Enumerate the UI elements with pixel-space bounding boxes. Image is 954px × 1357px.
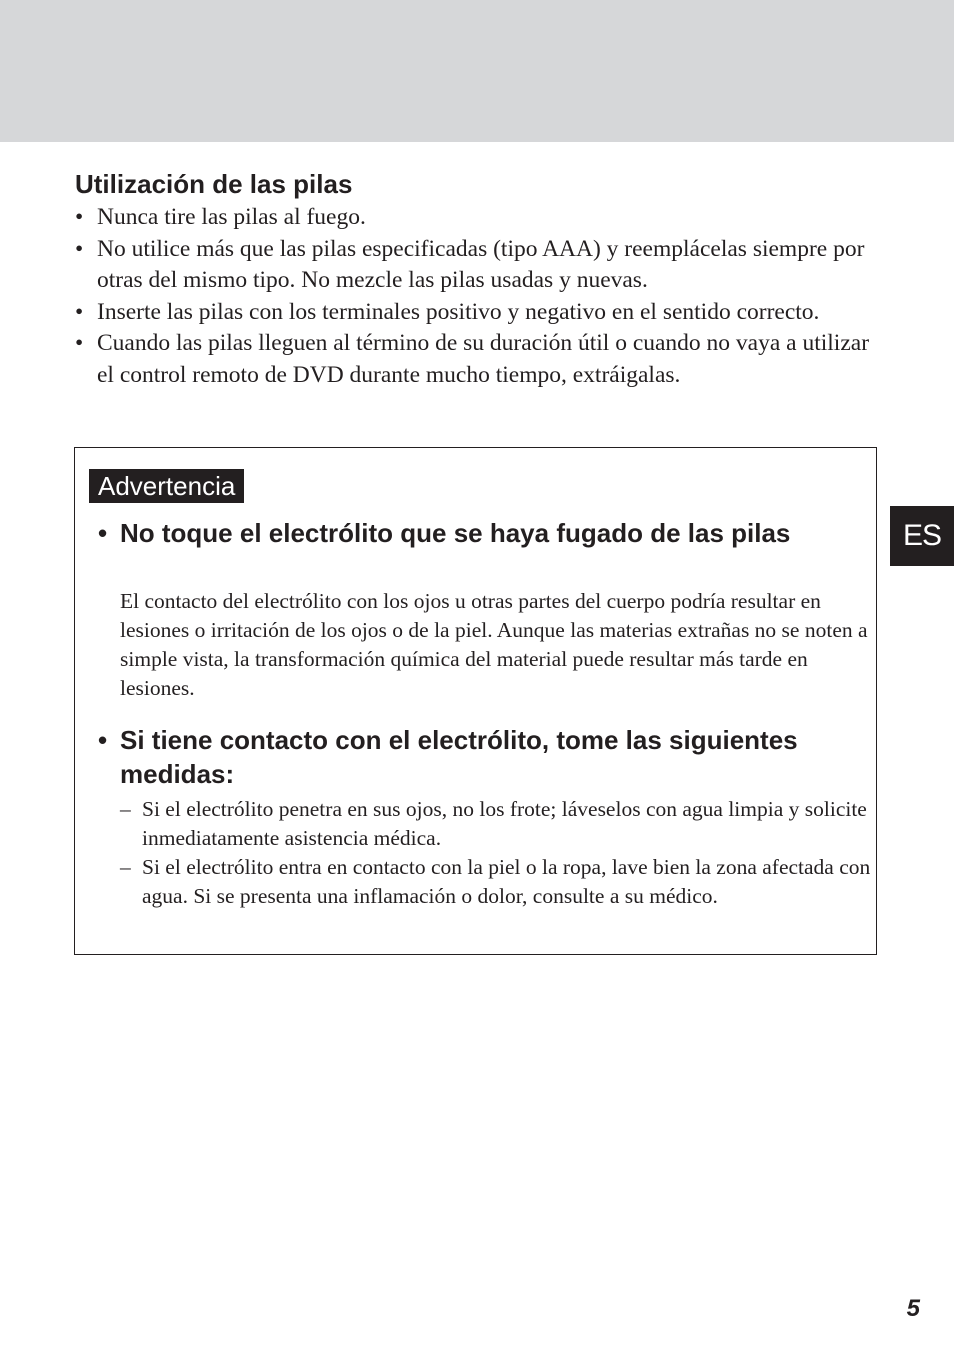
language-tab: ES bbox=[890, 506, 954, 566]
page-number: 5 bbox=[906, 1295, 920, 1322]
list-item: • Inserte las pilas con los terminales positivo y negativo en el sentido correcto. bbox=[75, 297, 875, 329]
measures-list bbox=[120, 795, 880, 911]
section-title: Utilización de las pilas bbox=[75, 169, 353, 199]
warning-label: Advertencia bbox=[89, 469, 244, 503]
header-band bbox=[0, 0, 954, 142]
warning-body-electrolyte: El contacto del electrólito con los ojos u otras partes del cuerpo podría resultar en lesiones o irritación de los ojos o de la piel. Aunque las materias extrañas no se noten a simple vista, la transformación química del material puede resultar más tarde en lesiones. bbox=[120, 589, 868, 700]
list-item: – Si el electrólito penetra en sus ojos, no los frote; láveselos con agua limpia y solicite inmediatamente asistencia médica. bbox=[120, 795, 880, 853]
list-item: • Cuando las pilas lleguen al término de su duración útil o cuando no vaya a utilizar el control remoto de DVD durante mucho tiempo, extráigalas. bbox=[75, 328, 875, 391]
battery-usage-list bbox=[75, 202, 875, 391]
warning-box bbox=[74, 447, 877, 955]
list-item: – Si el electrólito entra en contacto con la piel o la ropa, lave bien la zona afectada con agua. Si se presenta una inflamación o dolor, consulte a su médico. bbox=[120, 853, 880, 911]
warning-heading-electrolyte: • No toque el electrólito que se haya fugado de las pilas bbox=[98, 516, 880, 550]
warning-heading-measures: • Si tiene contacto con el electrólito, tome las siguientes medidas: bbox=[98, 723, 880, 791]
list-item: • Nunca tire las pilas al fuego. bbox=[75, 202, 875, 234]
list-item: • No utilice más que las pilas especificadas (tipo AAA) y reemplácelas siempre por otras del mismo tipo. No mezcle las pilas usadas y nuevas. bbox=[75, 234, 875, 297]
